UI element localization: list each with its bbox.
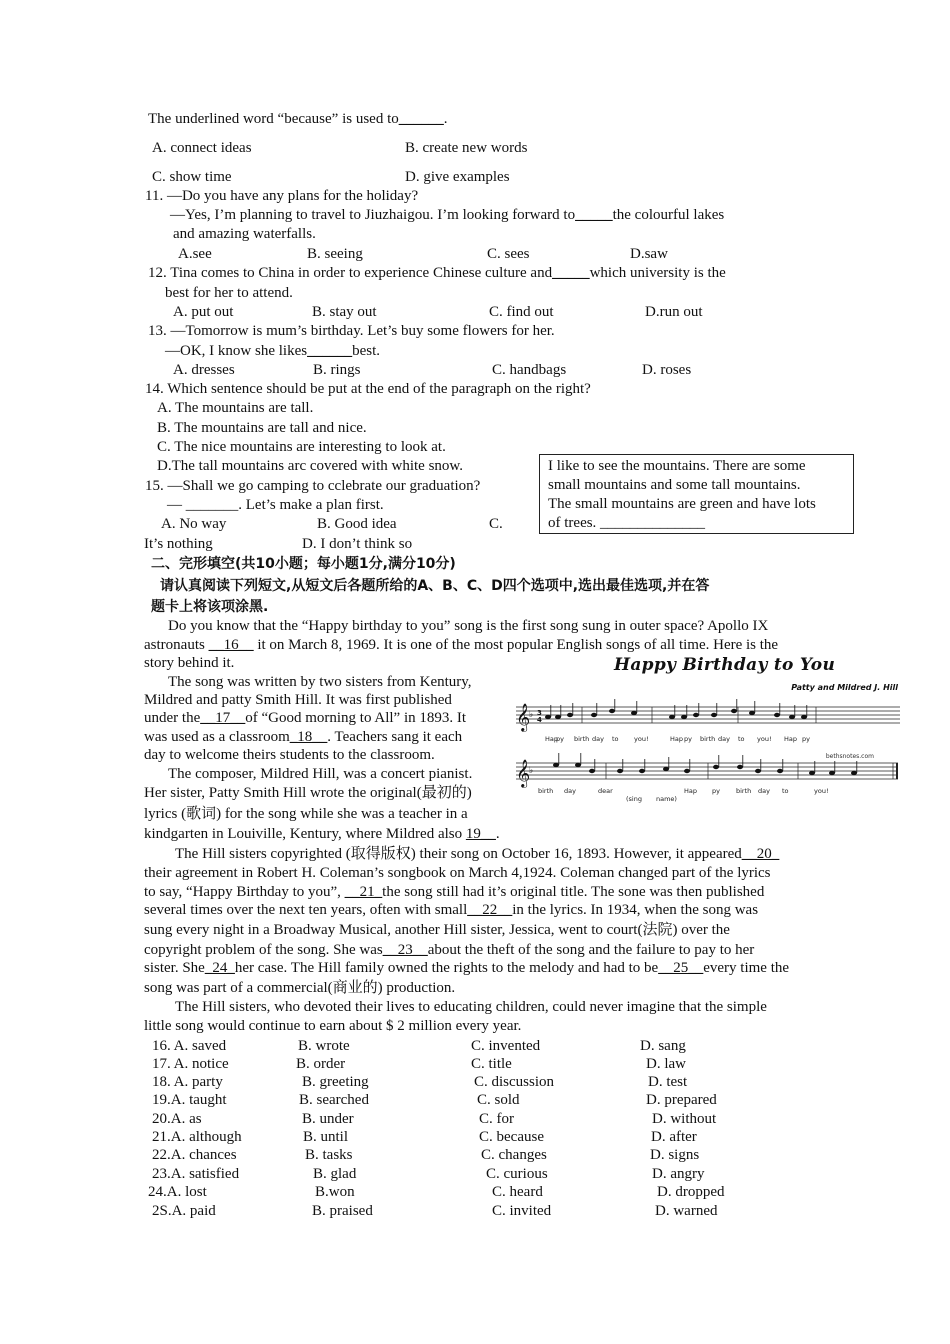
- svg-text:♭: ♭: [529, 766, 534, 776]
- q15-line1: 15. —Shall we go camping to cclebrate our graduation?: [145, 478, 481, 494]
- lyric-syllable: Hap: [784, 735, 797, 743]
- section-heading: 二、完形填空(共10小题；每小题1分,满分10分): [151, 556, 456, 572]
- q13-option-a: A. dresses: [173, 362, 235, 378]
- passage-line: song was part of a commercial(商业的) production.: [144, 980, 456, 996]
- q12-option-a: A. put out: [173, 304, 234, 320]
- sheet-music: [512, 655, 902, 805]
- blank-17: __17__: [200, 710, 246, 726]
- option-d: D. after: [651, 1129, 697, 1145]
- option-row-a: 23.A. satisfied: [152, 1166, 240, 1182]
- song-author: Patty and Mildred J. Hill: [791, 683, 898, 692]
- q10-option-c: C. show time: [152, 169, 232, 185]
- option-c: C. because: [479, 1129, 544, 1145]
- lyric-syllable: day: [758, 787, 770, 795]
- passage-line: was used as a classroom_18__. Teachers sang it each: [144, 729, 463, 745]
- passage-line: Her sister, Patty Smith Hill wrote the original(最初的): [144, 785, 472, 801]
- section-instruction: 请认真阅读下列短文,从短文后各题所给的A、B、C、D四个选项中,选出最佳选项,并在答: [160, 578, 710, 594]
- option-c: C. heard: [492, 1184, 543, 1200]
- lyric-syllable: birth: [538, 787, 554, 795]
- q12-option-c: C. find out: [489, 304, 554, 320]
- music-note: [755, 769, 761, 773]
- lyric-syllable: you!: [634, 735, 649, 743]
- q10-option-d: D. give examples: [405, 169, 510, 185]
- lyric-syllable: to: [612, 735, 619, 743]
- passage-line: sister. She_24_her case. The Hill family owned the rights to the melody and had to be__25__every time the: [144, 960, 790, 976]
- section-instruction-cont: 题卡上将该项涂黑.: [151, 599, 269, 615]
- q14-option-d: D.The tall mountains arc covered with white snow.: [157, 458, 464, 474]
- music-note: [713, 765, 719, 769]
- q12-option-d: D.run out: [645, 304, 703, 320]
- q11-option-a: A.see: [178, 246, 212, 262]
- lyric-syllable: you!: [814, 787, 829, 795]
- passage-line: under the__17__of “Good morning to All” in 1893. It: [144, 710, 467, 726]
- passage-line: copyright problem of the song. She was__23__about the theft of the song and the failure to pay to her: [144, 942, 755, 958]
- q13-line1: 13. —Tomorrow is mum’s birthday. Let’s buy some flowers for her.: [148, 323, 555, 339]
- blank-24: _24_: [204, 960, 235, 976]
- option-row-a: 22.A. chances: [152, 1147, 237, 1163]
- q10-stem: The underlined word “because” is used to______.: [148, 111, 448, 127]
- music-note: [851, 771, 857, 775]
- music-note: [553, 763, 559, 767]
- option-c: C. changes: [481, 1147, 547, 1163]
- lyric-syllable: birth: [736, 787, 752, 795]
- q14-paragraph-box: [539, 454, 854, 534]
- lyric-syllable: py: [684, 735, 692, 743]
- music-note: [829, 771, 835, 775]
- q13-option-d: D. roses: [642, 362, 692, 378]
- passage-line: The Hill sisters copyrighted (取得版权) their song on October 16, 1893. However, it appeared__20_: [175, 846, 780, 862]
- option-d: D. prepared: [646, 1092, 717, 1108]
- q15-option-c-text: It’s nothing: [144, 536, 213, 552]
- lyric-syllable: birth: [700, 735, 716, 743]
- option-row-a: 17. A. notice: [152, 1056, 229, 1072]
- option-b: B. greeting: [302, 1074, 369, 1090]
- music-note: [589, 769, 595, 773]
- option-row-a: 20.A. as: [152, 1111, 202, 1127]
- q13-option-b: B. rings: [313, 362, 361, 378]
- lyric-syllable: Hap: [684, 787, 697, 795]
- lyric-syllable: py: [556, 735, 564, 743]
- answer-blank: ______: [398, 111, 444, 127]
- music-note: [749, 711, 755, 715]
- option-b: B. until: [303, 1129, 349, 1145]
- lyric-syllable: day: [564, 787, 576, 795]
- q15-option-c: C.: [489, 516, 503, 532]
- lyric-syllable: py: [802, 735, 810, 743]
- option-d: D. law: [646, 1056, 686, 1072]
- music-note: [575, 763, 581, 767]
- blank-23: __23__: [382, 942, 428, 958]
- lyric-syllable: (sing: [626, 795, 642, 803]
- music-note: [669, 715, 675, 719]
- option-b: B. wrote: [298, 1038, 350, 1054]
- music-note: [711, 713, 717, 717]
- svg-text:𝄞: 𝄞: [516, 759, 531, 787]
- option-b: B.won: [315, 1184, 355, 1200]
- q14-option-c: C. The nice mountains are interesting to look at.: [157, 439, 446, 455]
- svg-text:𝄞: 𝄞: [516, 703, 531, 731]
- passage-line: The Hill sisters, who devoted their lives to educating children, could never imagine that the simple: [175, 999, 767, 1015]
- option-c: C. sold: [477, 1092, 520, 1108]
- music-note: [809, 771, 815, 775]
- q11-option-d: D.saw: [630, 246, 668, 262]
- source-site: bethsnotes.com: [825, 753, 874, 760]
- lyric-syllable: day: [718, 735, 730, 743]
- passage-line: story behind it.: [144, 655, 235, 671]
- blank-19: 19__: [465, 826, 496, 842]
- lyric-syllable: Hap: [545, 735, 558, 743]
- q15-option-a: A. No way: [161, 516, 227, 532]
- option-row-a: 19.A. taught: [152, 1092, 227, 1108]
- music-note: [681, 715, 687, 719]
- passage-line: astronauts __16__ it on March 8, 1969. It is one of the most popular English songs of all time. Here is the: [144, 637, 779, 653]
- blank-21: __21_: [344, 884, 383, 900]
- passage-line: little song would continue to earn about $ 2 million every year.: [144, 1018, 522, 1034]
- q10-option-a: A. connect ideas: [152, 140, 252, 156]
- blank-20: __20_: [741, 846, 780, 862]
- passage-line: Mildred and patty Smith Hill. It was first published: [144, 692, 452, 708]
- svg-text:3: 3: [537, 709, 542, 717]
- lyric-syllable: Hap: [670, 735, 683, 743]
- blank-18: _18__: [289, 729, 328, 745]
- q15-line2: — _______. Let’s make a plan first.: [167, 497, 384, 513]
- box-line: I like to see the mountains. There are some: [548, 458, 806, 474]
- option-d: D. dropped: [657, 1184, 725, 1200]
- lyric-syllable: py: [712, 787, 720, 795]
- option-d: D. test: [648, 1074, 688, 1090]
- option-d: D. without: [652, 1111, 717, 1127]
- passage-line: day to welcome theirs students to the classroom.: [144, 747, 435, 763]
- option-b: B. order: [296, 1056, 346, 1072]
- passage-line: Do you know that the “Happy birthday to you” song is the first song sung in outer space? Apollo IX: [168, 618, 769, 634]
- music-note: [609, 709, 615, 713]
- box-line: small mountains and some tall mountains.: [548, 477, 801, 493]
- lyric-syllable: name): [656, 795, 677, 803]
- lyric-syllable: dear: [598, 787, 613, 795]
- q13-option-c: C. handbags: [492, 362, 567, 378]
- q11-option-b: B. seeing: [307, 246, 363, 262]
- lyric-syllable: you!: [757, 735, 772, 743]
- music-note: [801, 715, 807, 719]
- lyric-syllable: day: [592, 735, 604, 743]
- option-row-a: 16. A. saved: [152, 1038, 227, 1054]
- music-note: [777, 769, 783, 773]
- q14-option-b: B. The mountains are tall and nice.: [157, 420, 367, 436]
- q13-line2: —OK, I know she likes______best.: [165, 343, 380, 359]
- option-b: B. under: [302, 1111, 354, 1127]
- q10-option-b: B. create new words: [405, 140, 528, 156]
- passage-line: their agreement in Robert H. Coleman’s songbook on March 4,1924. Coleman changed part of the lyrics: [144, 865, 771, 881]
- music-note: [545, 715, 551, 719]
- music-note: [731, 709, 737, 713]
- q11-line3: and amazing waterfalls.: [173, 226, 316, 242]
- q15-option-b: B. Good idea: [317, 516, 397, 532]
- blank-16: __16__: [208, 637, 254, 653]
- blank-25: __25__: [658, 960, 704, 976]
- music-note: [591, 713, 597, 717]
- q11-line1: 11. —Do you have any plans for the holiday?: [145, 188, 419, 204]
- option-b: B. glad: [313, 1166, 357, 1182]
- music-note: [789, 715, 795, 719]
- music-note: [774, 713, 780, 717]
- music-note: [617, 769, 623, 773]
- music-note: [631, 711, 637, 715]
- music-note: [555, 715, 561, 719]
- option-c: C. invented: [471, 1038, 541, 1054]
- svg-text:♭: ♭: [529, 710, 534, 720]
- music-note: [737, 765, 743, 769]
- option-c: C. curious: [486, 1166, 548, 1182]
- music-note: [684, 769, 690, 773]
- option-c: C. title: [471, 1056, 512, 1072]
- q14-line1: 14. Which sentence should be put at the end of the paragraph on the right?: [145, 381, 591, 397]
- music-note: [639, 769, 645, 773]
- svg-text:4: 4: [537, 716, 542, 724]
- box-line: The small mountains are green and have lots: [548, 496, 816, 512]
- passage-line: The composer, Mildred Hill, was a concert pianist.: [168, 766, 473, 782]
- q11-line2: —Yes, I’m planning to travel to Jiuzhaigou. I’m looking forward to_____the colourful lakes: [170, 207, 725, 223]
- passage-line: lyrics (歌词) for the song while she was a teacher in a: [144, 806, 468, 822]
- option-b: B. praised: [312, 1203, 373, 1219]
- option-c: C. for: [479, 1111, 514, 1127]
- blank-22: __22__: [467, 902, 513, 918]
- q12-option-b: B. stay out: [312, 304, 377, 320]
- option-b: B. searched: [299, 1092, 369, 1108]
- option-d: D. angry: [652, 1166, 705, 1182]
- q15-option-d: D. I don’t think so: [302, 536, 413, 552]
- q12-line2: best for her to attend.: [165, 285, 293, 301]
- music-staff-graphic: [512, 655, 902, 805]
- option-row-a: 21.A. although: [152, 1129, 242, 1145]
- passage-line: kindgarten in Louiville, Kentury, where Mildred also 19__.: [144, 826, 500, 842]
- music-note: [663, 767, 669, 771]
- music-note: [693, 713, 699, 717]
- lyric-syllable: birth: [574, 735, 590, 743]
- option-row-a: 18. A. party: [152, 1074, 223, 1090]
- option-d: D. signs: [650, 1147, 700, 1163]
- passage-line: The song was written by two sisters from Kentury,: [168, 674, 472, 690]
- q11-option-c: C. sees: [487, 246, 530, 262]
- box-line: of trees. ______________: [548, 515, 706, 531]
- option-c: C. discussion: [474, 1074, 555, 1090]
- option-b: B. tasks: [305, 1147, 353, 1163]
- option-row-a: 2S.A. paid: [152, 1203, 216, 1219]
- q14-option-a: A. The mountains are tall.: [157, 400, 314, 416]
- option-d: D. sang: [640, 1038, 686, 1054]
- option-d: D. warned: [655, 1203, 718, 1219]
- music-note: [567, 713, 573, 717]
- option-c: C. invited: [492, 1203, 552, 1219]
- passage-line: to say, “Happy Birthday to you”, __21_the song still had it’s original title. The sone was then published: [144, 884, 765, 900]
- q12-line1: 12. Tina comes to China in order to experience Chinese culture and_____which university is the: [148, 265, 726, 281]
- option-row-a: 24.A. lost: [148, 1184, 207, 1200]
- song-title: Happy Birthday to You: [614, 655, 836, 675]
- lyric-syllable: to: [782, 787, 789, 795]
- passage-line: several times over the next ten years, often with small__22__in the lyrics. In 1934, when the song was: [144, 902, 759, 918]
- lyric-syllable: to: [738, 735, 745, 743]
- passage-line: sung every night in a Broadway Musical, another Hill sister, Jessica, went to court(法院) over the: [144, 922, 730, 938]
